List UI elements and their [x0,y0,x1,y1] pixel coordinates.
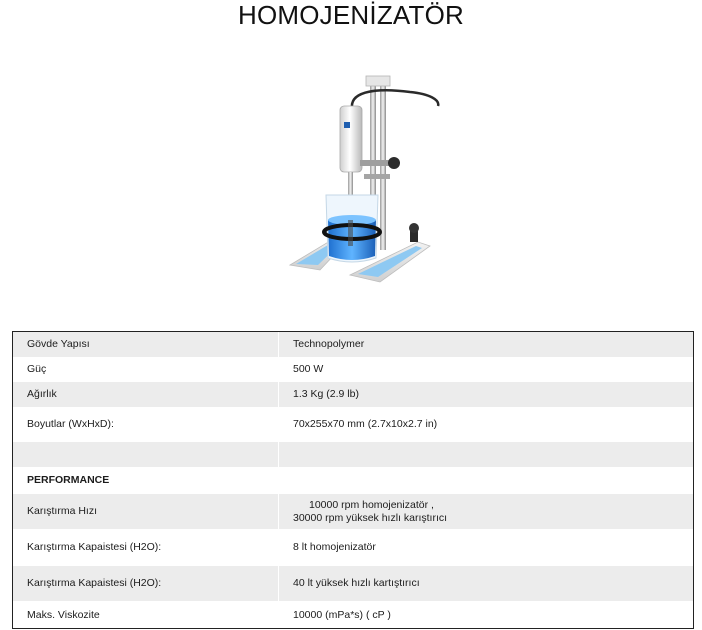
spec-value: 8 lt homojenizatör [293,541,376,553]
page-title: HOMOJENİZATÖR [238,0,464,30]
spec-label: Karıştırma Kapaistesi (H2O): [13,566,279,601]
spec-value [279,468,693,493]
specifications-table [12,331,694,629]
spec-value: 1.3 Kg (2.9 lb) [293,388,359,400]
spec-value: 70x255x70 mm (2.7x10x2.7 in) [293,418,438,430]
table-row [13,408,693,442]
spec-label: Güç [13,358,279,381]
table-row [13,602,693,628]
spec-label: Boyutlar (WxHxD): [13,408,279,441]
spec-value: 40 lt yüksek hızlı kartıştırıcı [293,577,420,589]
homogenizer-icon [280,70,450,290]
table-row-section-header [13,468,693,494]
spec-value: Technopolymer [293,338,365,350]
spec-label: Gövde Yapısı [13,332,279,357]
table-row [13,566,693,602]
table-row [13,358,693,382]
spec-value-line: 30000 rpm yüksek hızlı karıştırıcı [293,511,448,524]
spec-label: Karıştırma Kapaistesi (H2O): [13,530,279,565]
table-row [13,530,693,566]
spec-value: 500 W [293,363,324,375]
spec-value [279,494,693,529]
spec-value: 10000 (mPa*s) ( cP ) [293,608,391,621]
spec-label: Karıştırma Hızı [13,494,279,529]
table-row-empty [13,442,693,468]
product-image [280,70,450,290]
table-row [13,382,693,408]
spec-label: Ağırlık [13,382,279,407]
spec-value-line: 10000 rpm homojenizatör , [309,498,434,511]
table-row [13,494,693,530]
section-heading: PERFORMANCE [13,468,279,493]
spec-value [279,442,693,467]
table-row [13,332,693,358]
spec-label [13,442,279,467]
spec-label: Maks. Viskozite [13,602,279,628]
